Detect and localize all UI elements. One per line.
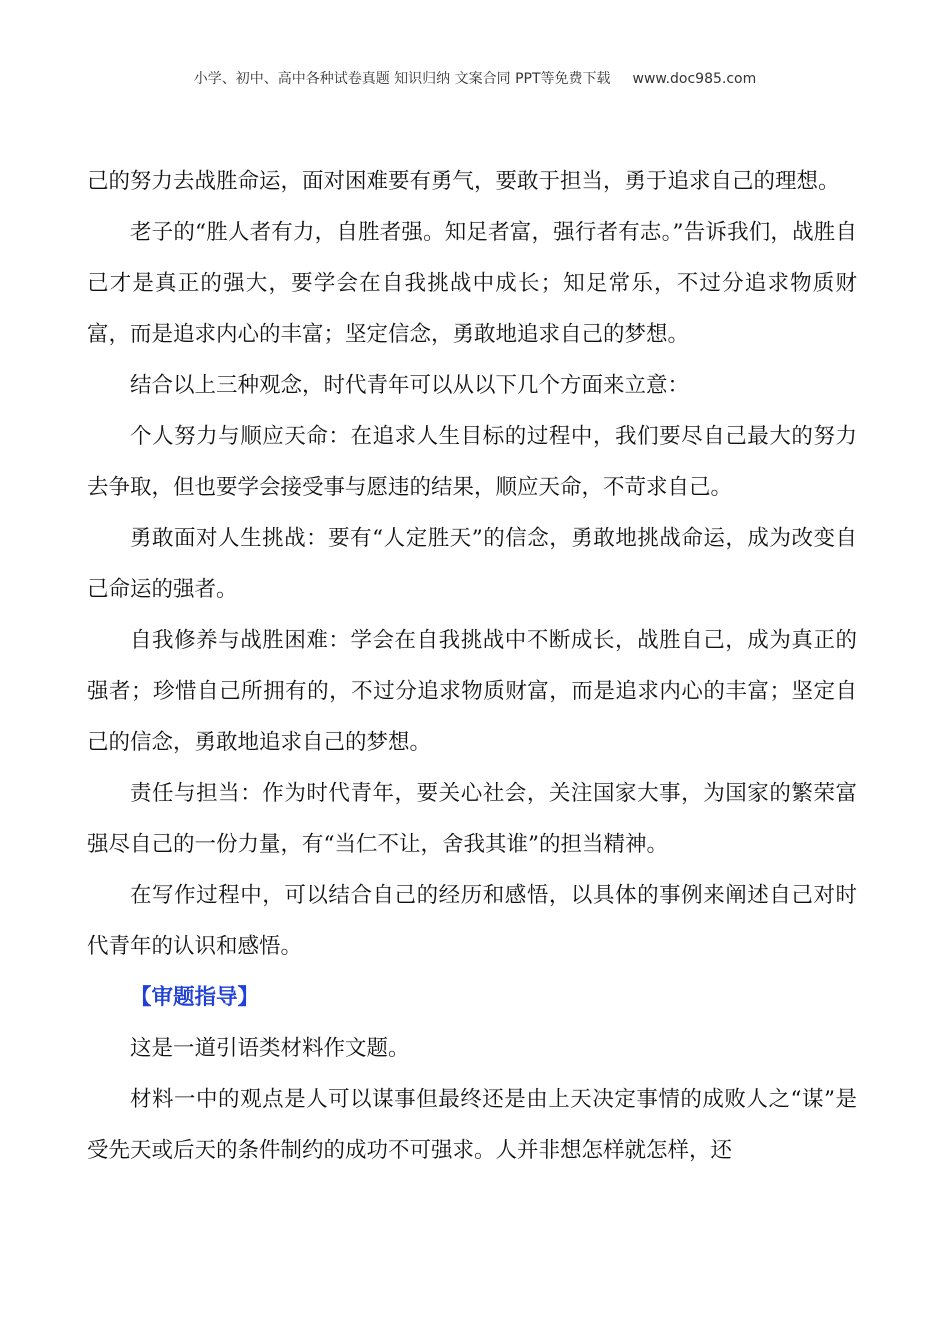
paragraph-material-one: 材料一中的观点是人可以谋事但最终还是由上天决定事情的成败人之“谋”是受先天或后天的条件制约的成功不可强求。人并非想怎样就怎样，还: [87, 1087, 857, 1163]
paragraph-writing-advice: 在写作过程中，可以结合自己的经历和感悟，以具体的事例来阐述自己对时代青年的认识和感悟。: [87, 883, 857, 959]
paragraph-summary: 结合以上三种观念，时代青年可以从以下几个方面来立意：: [130, 373, 690, 398]
document-body: [87, 156, 857, 1176]
paragraph-point-challenge: 勇敢面对人生挑战：要有“人定胜天”的信念，勇敢地挑战命运，成为改变自己命运的强者。: [87, 526, 857, 602]
paragraph-point-responsibility: 责任与担当：作为时代青年，要关心社会，关注国家大事，为国家的繁荣富强尽自己的一份力量，有“当仁不让，舍我其谁”的担当精神。: [87, 781, 857, 857]
page-header: [0, 68, 950, 88]
section-heading: 【审题指导】: [130, 985, 260, 1010]
paragraph-point-effort: 个人努力与顺应天命：在追求人生目标的过程中，我们要尽自己最大的努力去争取，但也要学会接受事与愿违的结果，顺应天命，不苛求自己。: [87, 424, 857, 500]
paragraph-laozi: 老子的“胜人者有力，自胜者强。知足者富，强行者有志。”告诉我们，战胜自己才是真正的强大，要学会在自我挑战中成长；知足常乐，不过分追求物质财富，而是追求内心的丰富；坚定信念，勇敢地追求自己的梦想。: [87, 220, 857, 347]
header-text: 小学、初中、高中各种试卷真题 知识归纳 文案合同 PPT等免费下载: [193, 71, 611, 87]
header-site: www.doc985.com: [632, 71, 757, 87]
paragraph-continued: 己的努力去战胜命运，面对困难要有勇气，要敢于担当，勇于追求自己的理想。: [87, 169, 840, 194]
paragraph-question-type: 这是一道引语类材料作文题。: [130, 1036, 410, 1061]
paragraph-point-self: 自我修养与战胜困难：学会在自我挑战中不断成长，战胜自己，成为真正的强者；珍惜自己所拥有的，不过分追求物质财富，而是追求内心的丰富；坚定自己的信念，勇敢地追求自己的梦想。: [87, 628, 857, 755]
